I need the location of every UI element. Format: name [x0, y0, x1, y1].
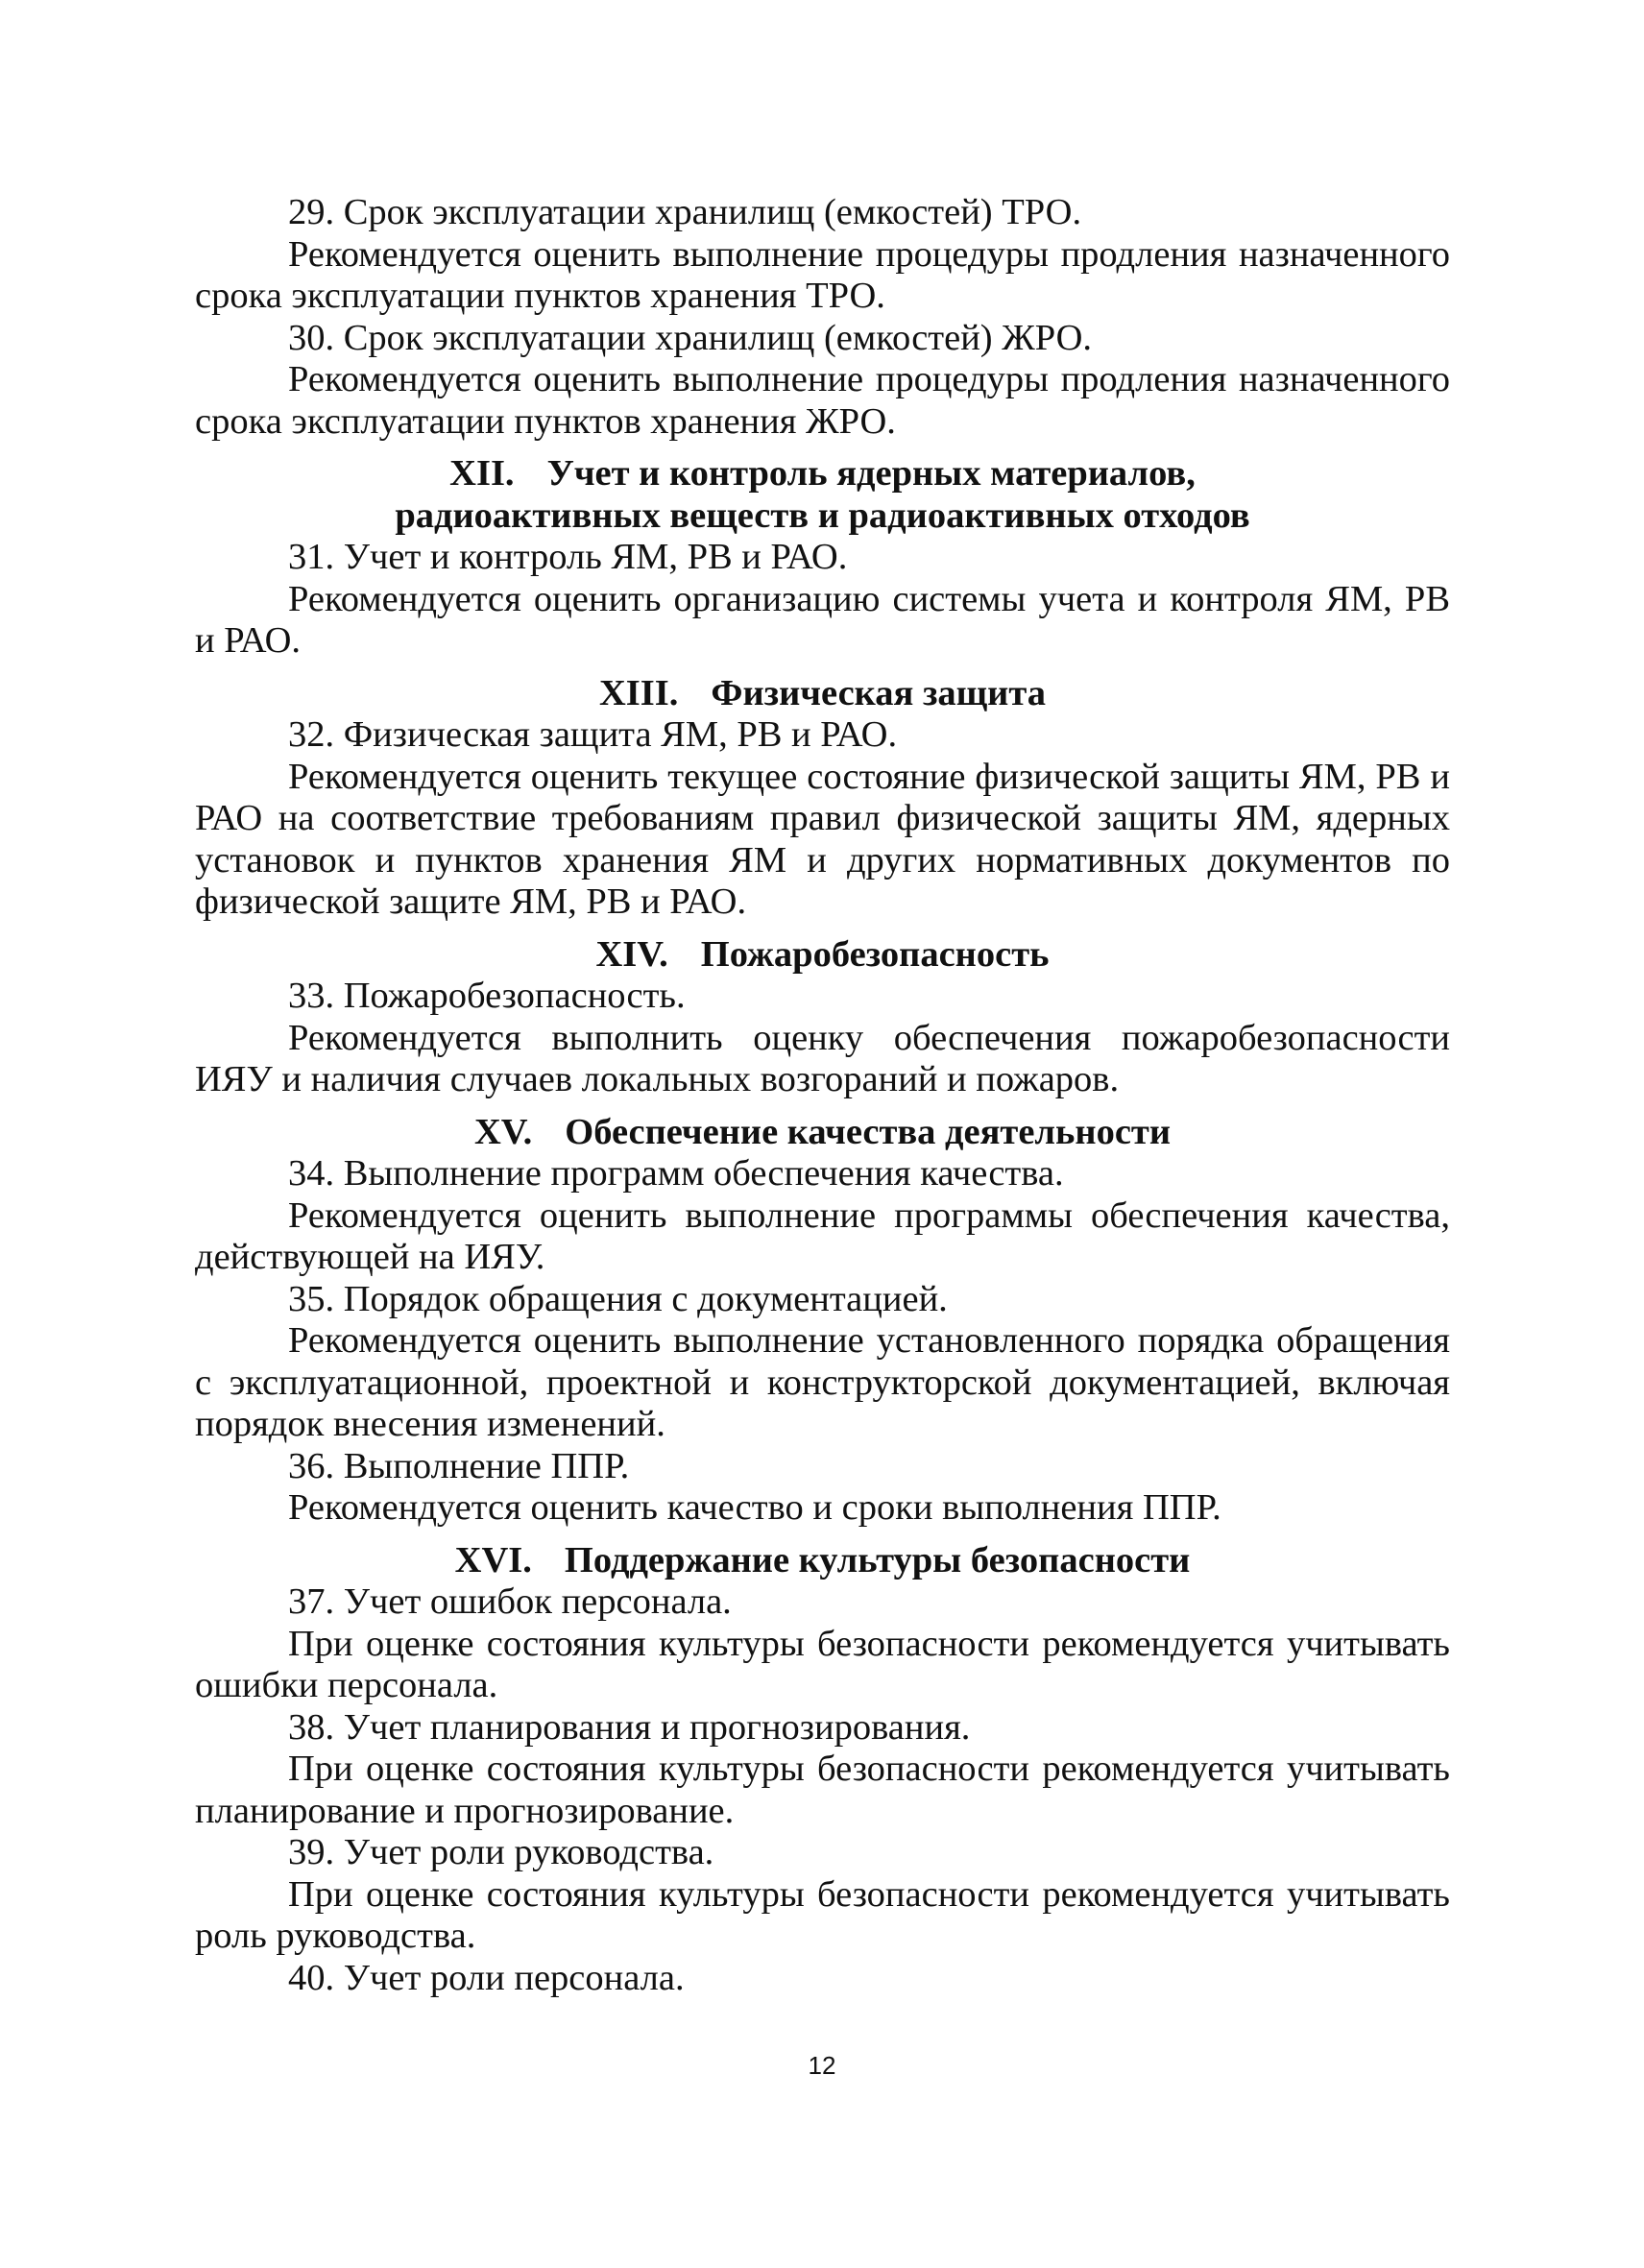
- section-xii-heading: [195, 453, 1450, 495]
- section-xiii-heading: [195, 673, 1450, 715]
- document-page: [195, 192, 1450, 1999]
- item-33-text: Рекомендуется выполнить оценку обеспечения пожаробезопасности ИЯУ и наличия случаев локальных возгораний и пожаров.: [195, 1017, 1450, 1099]
- item-36-text: Рекомендуется оценить качество и сроки выполнения ППР.: [288, 1487, 1221, 1528]
- section-xv-heading: [195, 1112, 1450, 1154]
- section-xv-number: XV.: [473, 1111, 533, 1152]
- section-xvi-heading: [195, 1540, 1450, 1582]
- section-xii-title-line2: радиоактивных веществ и радиоактивных отходов: [395, 495, 1250, 536]
- item-34-title: 34. Выполнение программ обеспечения качества.: [288, 1153, 1064, 1194]
- section-xv-title: Обеспечение качества деятельности: [565, 1111, 1172, 1152]
- item-38-text: При оценке состояния культуры безопасности рекомендуется учитывать планирование и прогнозирование.: [195, 1749, 1450, 1831]
- section-xii-number: XII.: [449, 453, 515, 494]
- item-30-text: Рекомендуется оценить выполнение процедуры продления назначенного срока эксплуатации пунктов хранения ЖРО.: [195, 359, 1450, 442]
- item-39-title: 39. Учет роли руководства.: [288, 1832, 714, 1872]
- item-39-text: При оценке состояния культуры безопасности рекомендуется учитывать роль руководства.: [195, 1873, 1450, 1956]
- item-29-title: 29. Срок эксплуатации хранилищ (емкостей) ТРО.: [288, 192, 1082, 232]
- item-34-text: Рекомендуется оценить выполнение программы обеспечения качества, действующей на ИЯУ.: [195, 1194, 1450, 1277]
- item-37-text: При оценке состояния культуры безопасности рекомендуется учитывать ошибки персонала.: [195, 1623, 1450, 1705]
- item-31-title: 31. Учет и контроль ЯМ, РВ и РАО.: [288, 537, 848, 577]
- page-number: 12: [808, 2051, 836, 2080]
- section-xii-title-line1: Учет и контроль ядерных материалов,: [546, 453, 1196, 494]
- item-29-text: Рекомендуется оценить выполнение процедуры продления назначенного срока эксплуатации пунктов хранения ТРО.: [195, 233, 1450, 316]
- section-xiii-number: XIII.: [599, 672, 679, 713]
- item-35-text: Рекомендуется оценить выполнение установленного порядка обращения с эксплуатационной, проектной и конструкторской документацией, включая порядок внесения изменений.: [195, 1320, 1450, 1444]
- item-33-title: 33. Пожаробезопасность.: [288, 976, 686, 1016]
- section-xiii-title: Физическая защита: [711, 672, 1046, 713]
- item-30-title: 30. Срок эксплуатации хранилищ (емкостей) ЖРО.: [288, 317, 1093, 358]
- item-36-title: 36. Выполнение ППР.: [288, 1445, 630, 1486]
- item-32-text: Рекомендуется оценить текущее состояние физической защиты ЯМ, РВ и РАО на соответствие требованиям правил физической защиты ЯМ, ядерных установок и пунктов хранения ЯМ и других нормативных документов по физической защите ЯМ, РВ и РАО.: [195, 756, 1450, 922]
- item-37-title: 37. Учет ошибок персонала.: [288, 1581, 732, 1622]
- item-32-title: 32. Физическая защита ЯМ, РВ и РАО.: [288, 714, 898, 755]
- item-35-title: 35. Порядок обращения с документацией.: [288, 1278, 948, 1319]
- item-40-title: 40. Учет роли персонала.: [288, 1957, 685, 1998]
- item-38-title: 38. Учет планирования и прогнозирования.: [288, 1706, 971, 1748]
- section-xvi-number: XVI.: [454, 1539, 532, 1580]
- section-xvi-title: Поддержание культуры безопасности: [564, 1539, 1191, 1580]
- section-xiv-number: XIV.: [595, 933, 668, 975]
- section-xiv-heading: [195, 934, 1450, 977]
- section-xiv-title: Пожаробезопасность: [700, 933, 1050, 975]
- item-31-text: Рекомендуется оценить организацию системы учета и контроля ЯМ, РВ и РАО.: [195, 578, 1450, 661]
